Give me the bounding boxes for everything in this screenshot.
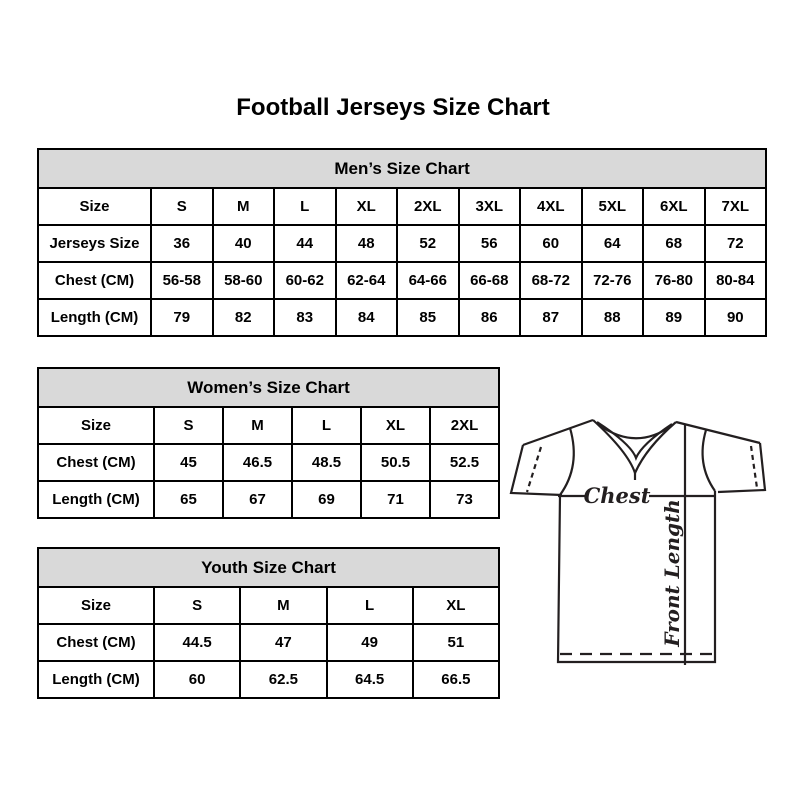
table-cell: 64 <box>582 225 644 262</box>
table-cell: 71 <box>361 481 430 518</box>
table-cell: 48 <box>336 225 398 262</box>
table-cell: S <box>154 407 223 444</box>
table-cell: 47 <box>240 624 326 661</box>
table-cell: 72 <box>705 225 767 262</box>
jersey-outline-icon <box>511 420 765 665</box>
table-cell: 66.5 <box>413 661 499 698</box>
table-row <box>38 262 766 299</box>
row-label: Size <box>38 188 151 225</box>
table-cell: 2XL <box>397 188 459 225</box>
table-cell: 2XL <box>430 407 499 444</box>
table-cell: 6XL <box>643 188 705 225</box>
table-cell: 88 <box>582 299 644 336</box>
table-cell: 90 <box>705 299 767 336</box>
table-cell: 73 <box>430 481 499 518</box>
table-cell: S <box>154 587 240 624</box>
table-row <box>38 188 766 225</box>
table-cell: XL <box>413 587 499 624</box>
table-cell: 44 <box>274 225 336 262</box>
table-cell: 87 <box>520 299 582 336</box>
row-label: Length (CM) <box>38 481 154 518</box>
table-cell: 64-66 <box>397 262 459 299</box>
table-cell: 4XL <box>520 188 582 225</box>
table-cell: 60-62 <box>274 262 336 299</box>
table-cell: 60 <box>154 661 240 698</box>
table-cell: 44.5 <box>154 624 240 661</box>
jersey-measurement-diagram <box>500 410 780 672</box>
row-label: Size <box>38 587 154 624</box>
table-cell: 65 <box>154 481 223 518</box>
table-cell: 36 <box>151 225 213 262</box>
table-cell: 66-68 <box>459 262 521 299</box>
row-label: Chest (CM) <box>38 262 151 299</box>
table-cell: 52 <box>397 225 459 262</box>
table-cell: L <box>327 587 413 624</box>
row-label: Length (CM) <box>38 299 151 336</box>
table-row <box>38 587 499 624</box>
table-cell: 69 <box>292 481 361 518</box>
table-row <box>38 225 766 262</box>
table-row <box>38 444 499 481</box>
table-cell: 50.5 <box>361 444 430 481</box>
row-label: Size <box>38 407 154 444</box>
table-cell: L <box>292 407 361 444</box>
table-cell: 76-80 <box>643 262 705 299</box>
table-cell: 5XL <box>582 188 644 225</box>
table-cell: 56 <box>459 225 521 262</box>
table-cell: 51 <box>413 624 499 661</box>
table-cell: 48.5 <box>292 444 361 481</box>
table-cell: 49 <box>327 624 413 661</box>
table-row <box>38 624 499 661</box>
table-cell: 64.5 <box>327 661 413 698</box>
table-cell: M <box>213 188 275 225</box>
mens-size-chart-table <box>37 148 767 337</box>
table-cell: 79 <box>151 299 213 336</box>
front-length-measure-label: Front Length <box>660 499 684 647</box>
table-cell: 68-72 <box>520 262 582 299</box>
table-cell: 46.5 <box>223 444 292 481</box>
table-cell: 3XL <box>459 188 521 225</box>
table-row <box>38 407 499 444</box>
row-label: Jerseys Size <box>38 225 151 262</box>
row-label: Chest (CM) <box>38 624 154 661</box>
table-cell: 80-84 <box>705 262 767 299</box>
page-title: Football Jerseys Size Chart <box>236 94 550 121</box>
row-label: Length (CM) <box>38 661 154 698</box>
table-cell: XL <box>361 407 430 444</box>
chest-measure-label: Chest <box>583 483 651 508</box>
row-label: Chest (CM) <box>38 444 154 481</box>
table-cell: 89 <box>643 299 705 336</box>
table-cell: 72-76 <box>582 262 644 299</box>
men-table-title: Men’s Size Chart <box>38 149 766 188</box>
table-cell: M <box>240 587 326 624</box>
table-cell: 85 <box>397 299 459 336</box>
table-cell: 45 <box>154 444 223 481</box>
table-cell: 84 <box>336 299 398 336</box>
womens-size-chart-table <box>37 367 500 519</box>
table-cell: XL <box>336 188 398 225</box>
table-cell: 67 <box>223 481 292 518</box>
table-cell: 58-60 <box>213 262 275 299</box>
table-cell: 60 <box>520 225 582 262</box>
table-cell: S <box>151 188 213 225</box>
table-cell: 52.5 <box>430 444 499 481</box>
table-cell: 62-64 <box>336 262 398 299</box>
table-cell: L <box>274 188 336 225</box>
table-cell: 83 <box>274 299 336 336</box>
table-cell: 40 <box>213 225 275 262</box>
table-cell: M <box>223 407 292 444</box>
table-cell: 62.5 <box>240 661 326 698</box>
table-cell: 56-58 <box>151 262 213 299</box>
table-cell: 86 <box>459 299 521 336</box>
table-row <box>38 481 499 518</box>
table-cell: 68 <box>643 225 705 262</box>
youth-table-title: Youth Size Chart <box>38 548 499 587</box>
table-cell: 7XL <box>705 188 767 225</box>
table-row <box>38 299 766 336</box>
women-table-title: Women’s Size Chart <box>38 368 499 407</box>
youth-size-chart-table <box>37 547 500 699</box>
table-cell: 82 <box>213 299 275 336</box>
table-row <box>38 661 499 698</box>
